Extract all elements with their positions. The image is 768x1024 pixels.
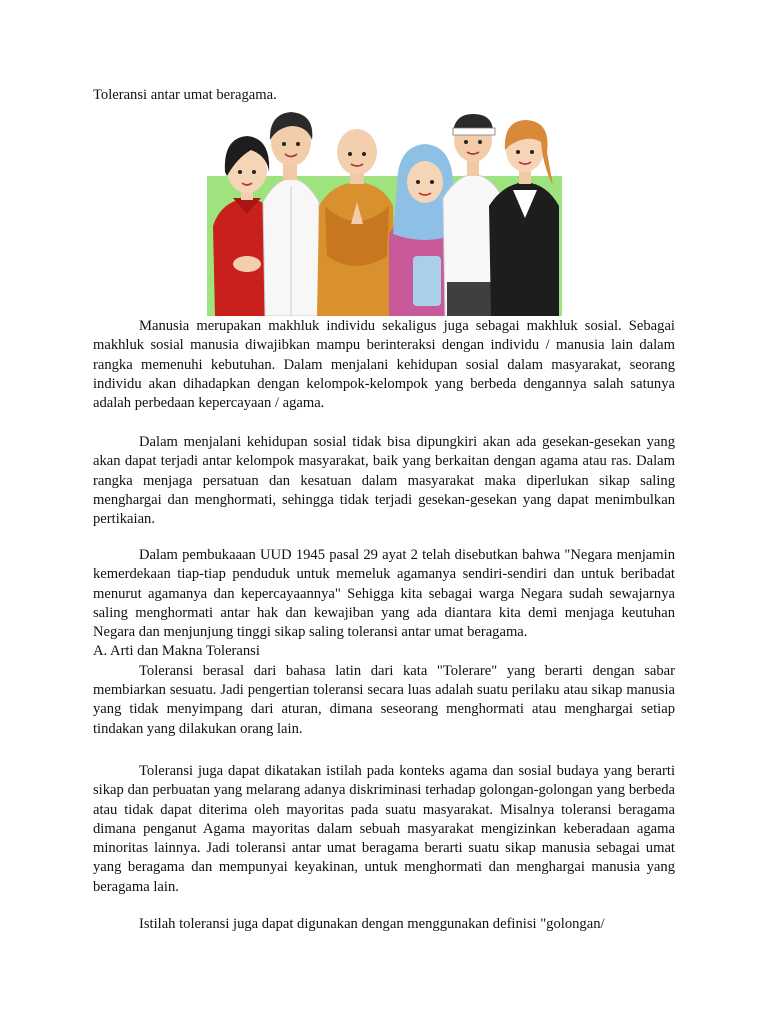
paragraph-3-section (93, 546, 675, 739)
paragraph-6 (93, 915, 675, 934)
paragraph-1 (93, 317, 675, 413)
paragraph-text: Dalam pembukaaan UUD 1945 pasal 29 ayat 2 telah disebutkan bahwa "Negara menjamin kemerdekaan tiap-tiap penduduk untuk memeluk agamanya sendiri-sendiri dan untuk beribadat menurut agamanya dan kepercayaannya" Sehigga kita sebagai warga Negara sudah sewajarnya saling menghormati antar hak dan kewajiban yang ada diantara kita demi menjaga keutuhan Negara dan menjunjung tinggi sikap saling toleransi antar umat beragama. (93, 547, 675, 641)
paragraph-text: Dalam menjalani kehidupan sosial tidak bisa dipungkiri akan ada gesekan-gesekan yang akan dapat terjadi antar kelompok masyarakat, baik yang berkaitan dengan agama atau ras. Dalam rangka menjaga persatuan dan kesatuan dalam masyarakat maka diperlukan sikap saling menghargai dan menghormati, sehingga tidak terjadi gesekan-gesekan yang dapat menimbulkan pertikaian. (93, 434, 675, 528)
paragraph-text: Manusia merupakan makhluk individu sekaligus juga sebagai makhluk sosial. Sebagai makhluk sosial manusia diwajibkan mampu berinteraksi dengan individu / manusia lain dalam rangka memenuhi kebutuhan. Dalam menjalani kehidupan sosial dalam masyarakat, seorang individu akan dihadapkan dengan kelompok-kelompok yang berbeda dengannya salah satunya adalah perbedaan kepercayaan / agama. (93, 318, 675, 412)
paragraph-2 (93, 433, 675, 529)
paragraph-5 (93, 762, 675, 897)
interfaith-illustration (207, 106, 562, 316)
man-white-robe (263, 112, 319, 316)
section-heading: A. Arti dan Makna Toleransi (93, 643, 260, 660)
section-paragraph: Toleransi berasal dari bahasa latin dari kata "Tolerare" yang berarti dengan sabar membiarkan sesuatu. Jadi pengertian toleransi secara luas adalah suatu perilaku atau sikap manusia yang tidak menyimpang dari aturan, dimana seseorang menghormati atau menghargai setiap tindakan yang dilakukan orang lain. (93, 662, 675, 737)
document-title: Toleransi antar umat beragama. (93, 87, 277, 103)
paragraph-text: Istilah toleransi juga dapat digunakan dengan menggunakan definisi "golongan/ (139, 916, 605, 932)
paragraph-text: Toleransi juga dapat dikatakan istilah pada konteks agama dan sosial budaya yang berarti sikap dan perbuatan yang melarang adanya diskriminasi terhadap golongan-golongan yang berbeda atau tidak dapat diterima oleh mayoritas pada suatu masyarakat. Misalnya toleransi beragama dimana penganut Agama mayoritas dalam sebuah masyarakat mengizinkan keberadaan agama minoritas lainnya. Jadi toleransi antar umat beragama berarti suatu sikap manusia sebagai umat yang beragama dan mempunyai keyakinan, untuk menghormati dan menghargai manusia yang beragama lain. (93, 763, 675, 895)
